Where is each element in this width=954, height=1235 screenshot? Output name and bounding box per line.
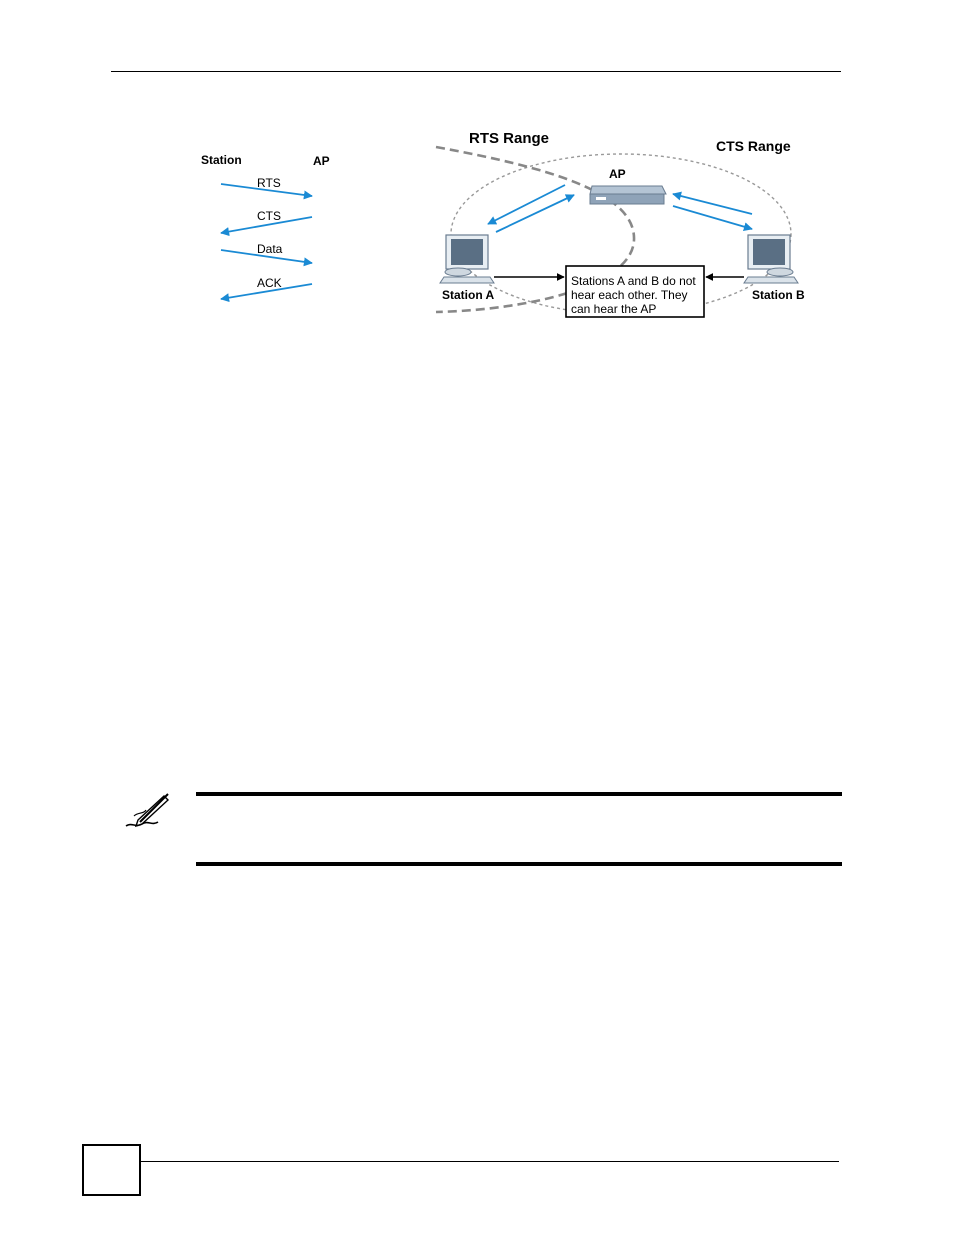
- arrow-b-to-ap: [673, 194, 752, 214]
- callout-line-1: Stations A and B do not: [571, 274, 696, 288]
- station-a-computer-icon: [440, 235, 494, 283]
- page-number-box: [82, 1144, 141, 1196]
- rts-range-label: RTS Range: [469, 130, 550, 147]
- footer-rule: [139, 1161, 839, 1162]
- network-diagram: [436, 130, 805, 317]
- ap-device-label: AP: [609, 167, 626, 181]
- seq-msg-data: Data: [257, 242, 283, 256]
- ap-device-icon: [590, 186, 666, 204]
- station-a-label: Station A: [442, 288, 495, 302]
- station-b-label: Station B: [752, 288, 805, 302]
- rts-cts-figure: [196, 122, 812, 320]
- station-b-computer-icon: [744, 235, 798, 283]
- seq-msg-ack: ACK: [257, 276, 282, 290]
- pencil-note-icon: [124, 792, 172, 830]
- arrow-ap-to-b: [673, 206, 752, 229]
- seq-msg-cts: CTS: [257, 209, 281, 223]
- callout-line-3: can hear the AP: [571, 302, 657, 316]
- sequence-diagram: [196, 130, 401, 320]
- seq-msg-rts: RTS: [257, 176, 281, 190]
- note-rule-bottom: [196, 862, 842, 866]
- callout-line-2: hear each other. They: [571, 288, 688, 302]
- seq-ap-label: AP: [313, 154, 330, 168]
- header-rule: [111, 71, 841, 72]
- note-rule-top: [196, 792, 842, 796]
- seq-station-label: Station: [201, 153, 242, 167]
- cts-range-label: CTS Range: [716, 138, 791, 154]
